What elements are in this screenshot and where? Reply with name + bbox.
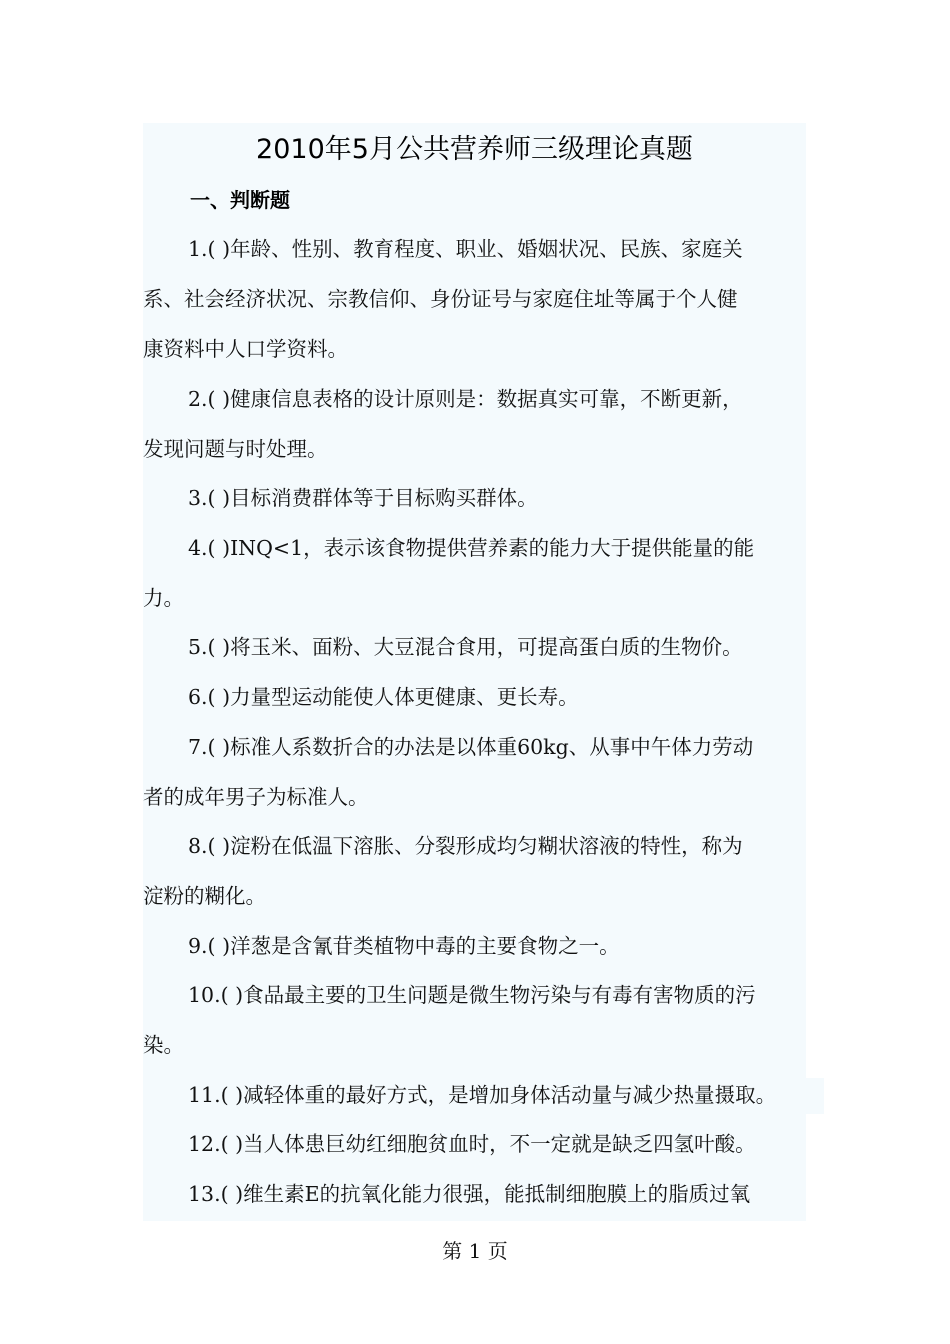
question-1-line-2: 系、社会经济状况、宗教信仰、身份证号与家庭住址等属于个人健 bbox=[143, 287, 738, 311]
question-2-line-2: 发现问题与时处理。 bbox=[143, 437, 328, 461]
question-5-line-1: 5.( )将玉米、面粉、大豆混合食用，可提高蛋白质的生物价。 bbox=[188, 635, 743, 659]
question-1-line-3: 康资料中人口学资料。 bbox=[143, 337, 348, 361]
question-4-line-2: 力。 bbox=[143, 586, 184, 610]
question-8-line-1: 8.( )淀粉在低温下溶胀、分裂形成均匀糊状溶液的特性，称为 bbox=[188, 834, 743, 858]
question-9-line-1: 9.( )洋葱是含氰苷类植物中毒的主要食物之一。 bbox=[188, 934, 620, 958]
question-4-line-1: 4.( )INQ<1，表示该食物提供营养素的能力大于提供能量的能 bbox=[188, 536, 755, 560]
question-7-line-2: 者的成年男子为标准人。 bbox=[143, 785, 369, 809]
question-6-line-1: 6.( )力量型运动能使人体更健康、更长寿。 bbox=[188, 685, 579, 709]
question-10-line-1: 10.( )食品最主要的卫生问题是微生物污染与有毒有害物质的污 bbox=[188, 983, 756, 1007]
question-12-line-1: 12.( )当人体患巨幼红细胞贫血时，不一定就是缺乏四氢叶酸。 bbox=[188, 1132, 756, 1156]
question-8-line-2: 淀粉的糊化。 bbox=[143, 884, 266, 908]
document-title: 2010年5月公共营养师三级理论真题 bbox=[256, 134, 693, 165]
question-13-line-1: 13.( )维生素E的抗氧化能力很强，能抵制细胞膜上的脂质过氧 bbox=[188, 1182, 751, 1206]
section-heading: 一、判断题 bbox=[190, 188, 290, 212]
question-7-line-1: 7.( )标准人系数折合的办法是以体重60kg、从事中午体力劳动 bbox=[188, 735, 754, 759]
page-footer: 第 1 页 bbox=[442, 1239, 508, 1263]
question-1-line-1: 1.( )年龄、性别、教育程度、职业、婚姻状况、民族、家庭关 bbox=[188, 237, 743, 261]
question-2-line-1: 2.( )健康信息表格的设计原则是：数据真实可靠，不断更新， bbox=[188, 387, 743, 411]
question-11-line-1: 11.( )减轻体重的最好方式，是增加身体活动量与减少热量摄取。 bbox=[188, 1083, 777, 1107]
question-10-line-2: 染。 bbox=[143, 1033, 184, 1057]
question-3-line-1: 3.( )目标消费群体等于目标购买群体。 bbox=[188, 486, 538, 510]
content-tint-extension bbox=[806, 1078, 824, 1114]
